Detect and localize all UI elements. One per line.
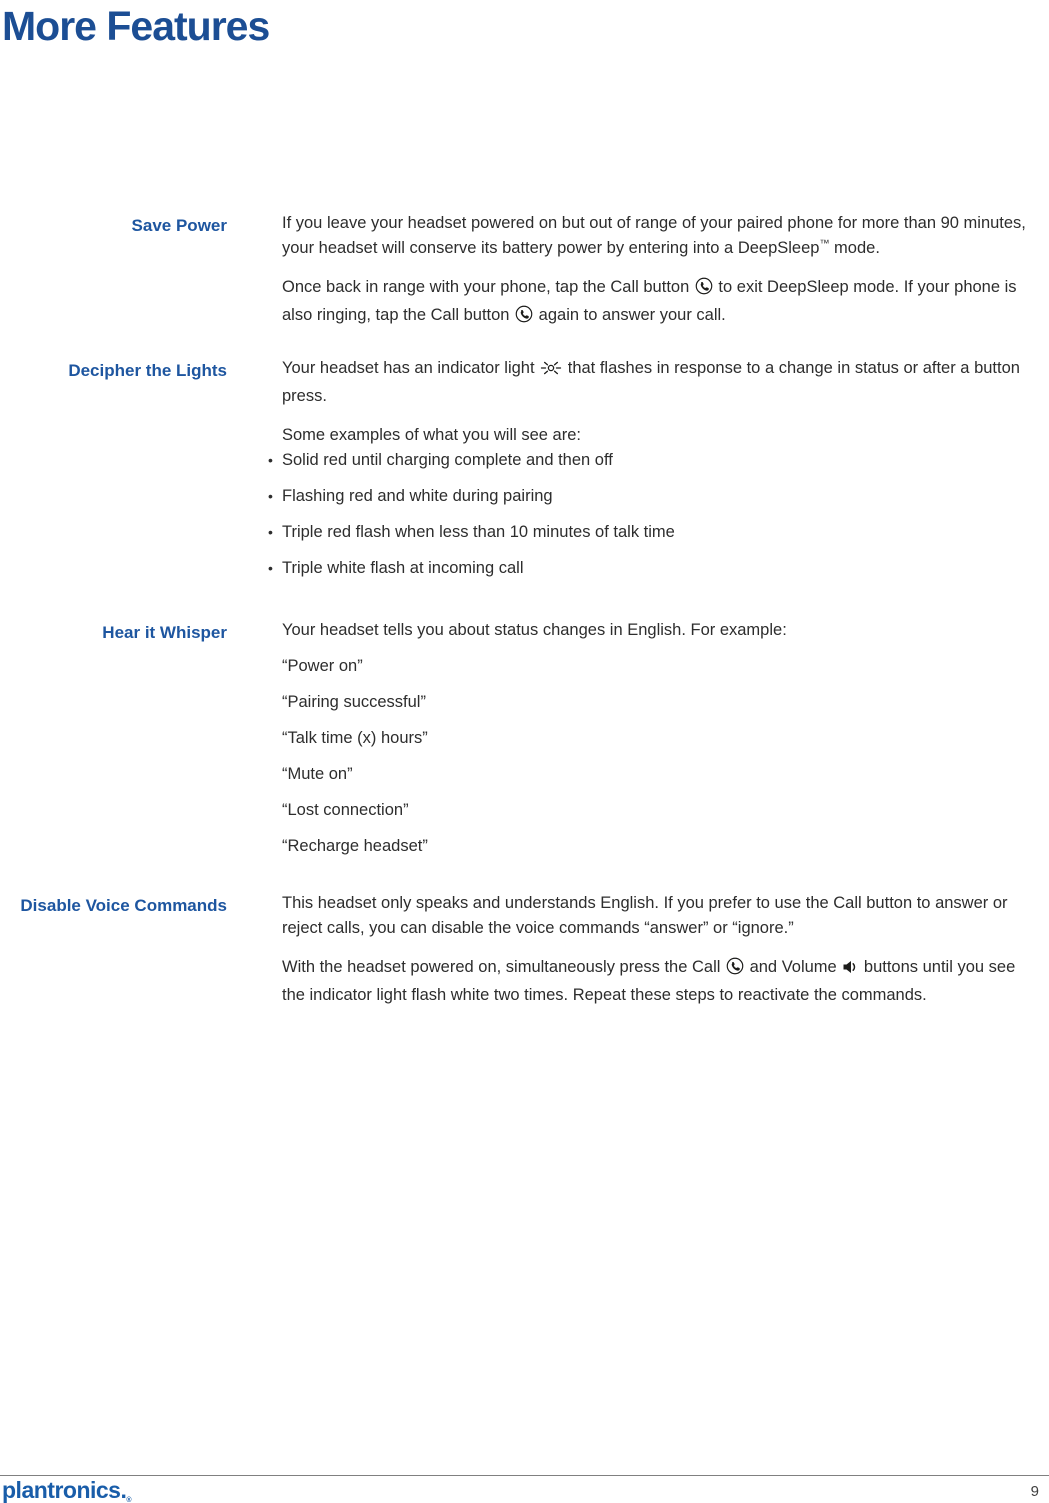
voice-prompt: “Mute on” [282,765,353,784]
voice-prompt: “Talk time (x) hours” [282,729,428,748]
bullet-item [268,556,1035,581]
bullet-text: Flashing red and white during pairing [282,487,553,506]
sections-container [0,211,1049,1008]
paragraph [282,955,1035,1008]
bullet-marker: • [268,560,273,577]
bullet-marker: • [268,488,273,505]
section-body-decipher [268,356,1035,592]
section-hear-it-whisper [0,618,1035,870]
text-run: Once back in range with your phone, tap the Call button [282,278,694,297]
bullet-marker: • [268,524,273,541]
text-run: If you leave your headset powered on but out of range of your paired phone for more than 90 minutes, your headset will conserve its battery power by entering into a DeepSleep [282,214,1026,258]
section-heading-disable-voice: Disable Voice Commands [20,896,227,916]
text-run: and Volume [745,958,842,977]
plantronics-logo [2,1479,131,1503]
bullet-marker: • [268,452,273,469]
section-heading-save-power: Save Power [131,216,227,236]
bullet-item [268,448,1035,473]
registered-trademark-icon: ® [126,1497,132,1503]
text-run: With the headset powered on, simultaneously press the Call [282,958,725,977]
text-run: again to answer your call. [534,306,726,325]
paragraph: This headset only speaks and understands English. If you prefer to use the Call button to answer or reject calls, you can disable the voice commands “answer” or “ignore.” [282,894,1008,938]
volume-button-icon [842,958,858,983]
section-body-save-power [282,211,1035,331]
section-save-power [0,211,1035,331]
page-number: 9 [1030,1483,1039,1500]
page-footer [0,1475,1049,1503]
call-button-icon [515,305,533,331]
section-body-disable-voice [282,891,1035,1008]
section-heading-decipher: Decipher the Lights [68,361,227,381]
bullet-item [268,484,1035,509]
paragraph [282,356,1035,409]
logo-text: plantronics. [2,1477,127,1503]
bullet-item [268,520,1035,545]
voice-prompt: “Pairing successful” [282,693,426,712]
paragraph [282,275,1035,331]
text-run: mode. [829,239,880,258]
section-disable-voice-commands [0,891,1035,1008]
section-decipher-the-lights [0,356,1035,592]
text-run: to exit DeepSleep mode. If your phone is also ringing, tap the Call button [282,278,1017,325]
text-run: that flashes in response to a change in status or after a button press. [282,359,1020,406]
page-title: More Features [2,3,270,49]
paragraph: Your headset tells you about status changes in English. For example: [282,621,787,640]
section-body-hear-it-whisper [282,618,1035,870]
text-run: buttons until you see the indicator light flash white two times. Repeat these steps to reactivate the commands. [282,958,1016,1005]
bullet-text: Solid red until charging complete and then off [282,451,613,470]
call-button-icon [695,277,713,303]
trademark-symbol: ™ [819,238,830,250]
section-heading-hear-it-whisper: Hear it Whisper [102,623,227,643]
indicator-light-icon [540,359,562,384]
bullet-text: Triple red flash when less than 10 minutes of talk time [282,523,675,542]
call-button-icon [726,957,744,983]
voice-prompt: “Recharge headset” [282,837,428,856]
text-run: Your headset has an indicator light [282,359,540,378]
voice-prompt: “Power on” [282,657,363,676]
voice-prompt: “Lost connection” [282,801,409,820]
paragraph: Some examples of what you will see are: [282,426,581,445]
bullet-text: Triple white flash at incoming call [282,559,524,578]
paragraph [282,211,1035,261]
